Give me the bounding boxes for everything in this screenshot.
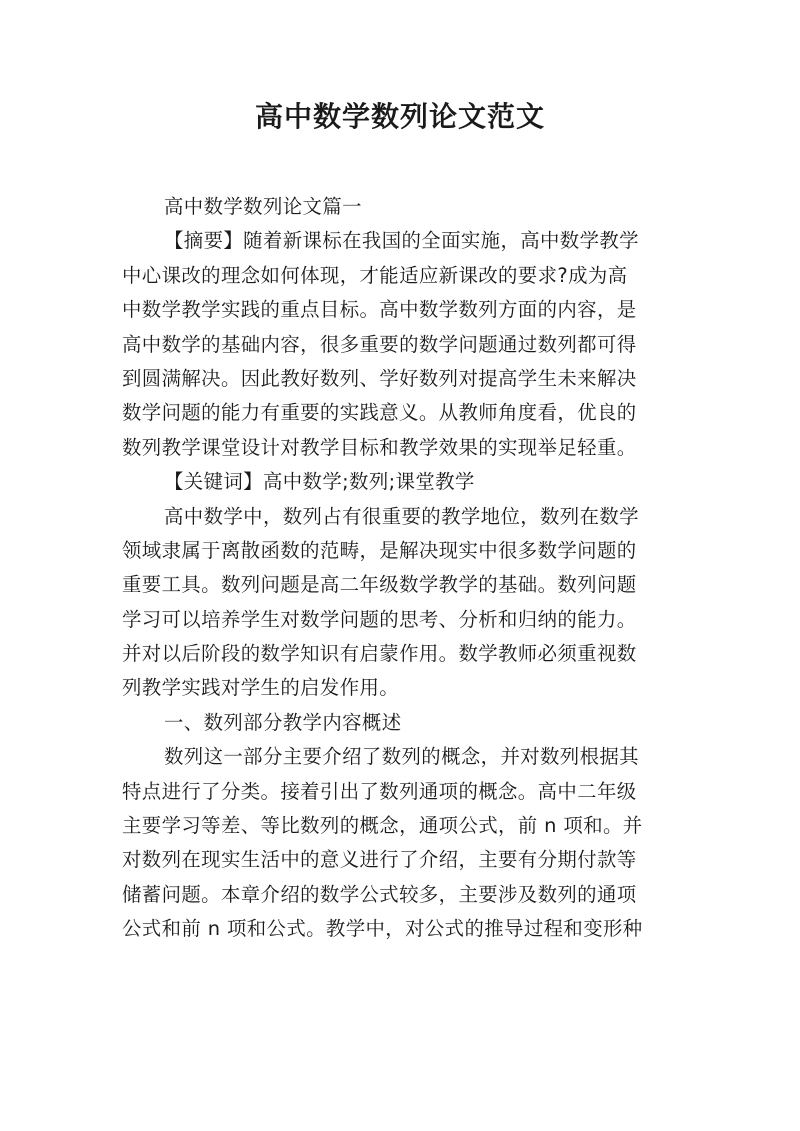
text-line: 高中数学数列论文篇一 xyxy=(164,195,362,218)
text-line: 主要学习等差、等比数列的概念，通项公式，前 n 项和。并 xyxy=(122,814,643,838)
page-title: 高中数学数列论文范文 xyxy=(254,100,545,133)
text-line: 并对以后阶段的数学知识有启蒙作用。数学教师必须重视数 xyxy=(122,642,637,666)
text-line: 公式和前 n 项和公式。教学中，对公式的推导过程和变形种 xyxy=(122,917,643,941)
text-line: 学习可以培养学生对数学问题的思考、分析和归纳的能力。 xyxy=(122,607,637,631)
text-line: 【关键词】高中数学;数列;课堂教学 xyxy=(164,470,475,494)
text-line: 对数列在现实生活中的意义进行了介绍，主要有分期付款等 xyxy=(122,848,637,872)
text-line: 高中数学的基础内容，很多重要的数学问题通过数列都可得 xyxy=(122,332,637,356)
text-line: 领域隶属于离散函数的范畴，是解决现实中很多数学问题的 xyxy=(122,538,637,562)
text-line: 中数学教学实践的重点目标。高中数学数列方面的内容，是 xyxy=(122,298,637,322)
text-line: 数列教学课堂设计对教学目标和教学效果的实现举足轻重。 xyxy=(122,435,637,459)
text-line: 数列这一部分主要介绍了数列的概念，并对数列根据其 xyxy=(164,745,639,769)
text-line: 储蓄问题。本章介绍的数学公式较多，主要涉及数列的通项 xyxy=(122,882,637,906)
text-line: 高中数学中，数列占有很重要的教学地位，数列在数学 xyxy=(164,504,639,528)
text-line: 数学问题的能力有重要的实践意义。从教师角度看，优良的 xyxy=(122,401,637,425)
text-line: 重要工具。数列问题是高二年级数学教学的基础。数列问题 xyxy=(122,573,637,597)
text-line: 列教学实践对学生的启发作用。 xyxy=(122,676,400,700)
text-line: 【摘要】随着新课标在我国的全面实施，高中数学教学 xyxy=(164,229,639,253)
text-line: 特点进行了分类。接着引出了数列通项的概念。高中二年级 xyxy=(122,779,637,803)
text-line: 中心课改的理念如何体现，才能适应新课改的要求?成为高 xyxy=(122,263,628,287)
text-line: 到圆满解决。因此教好数列、学好数列对提高学生未来解决 xyxy=(122,366,637,390)
document-body xyxy=(122,190,682,947)
text-line: 一、数列部分教学内容概述 xyxy=(164,710,402,734)
